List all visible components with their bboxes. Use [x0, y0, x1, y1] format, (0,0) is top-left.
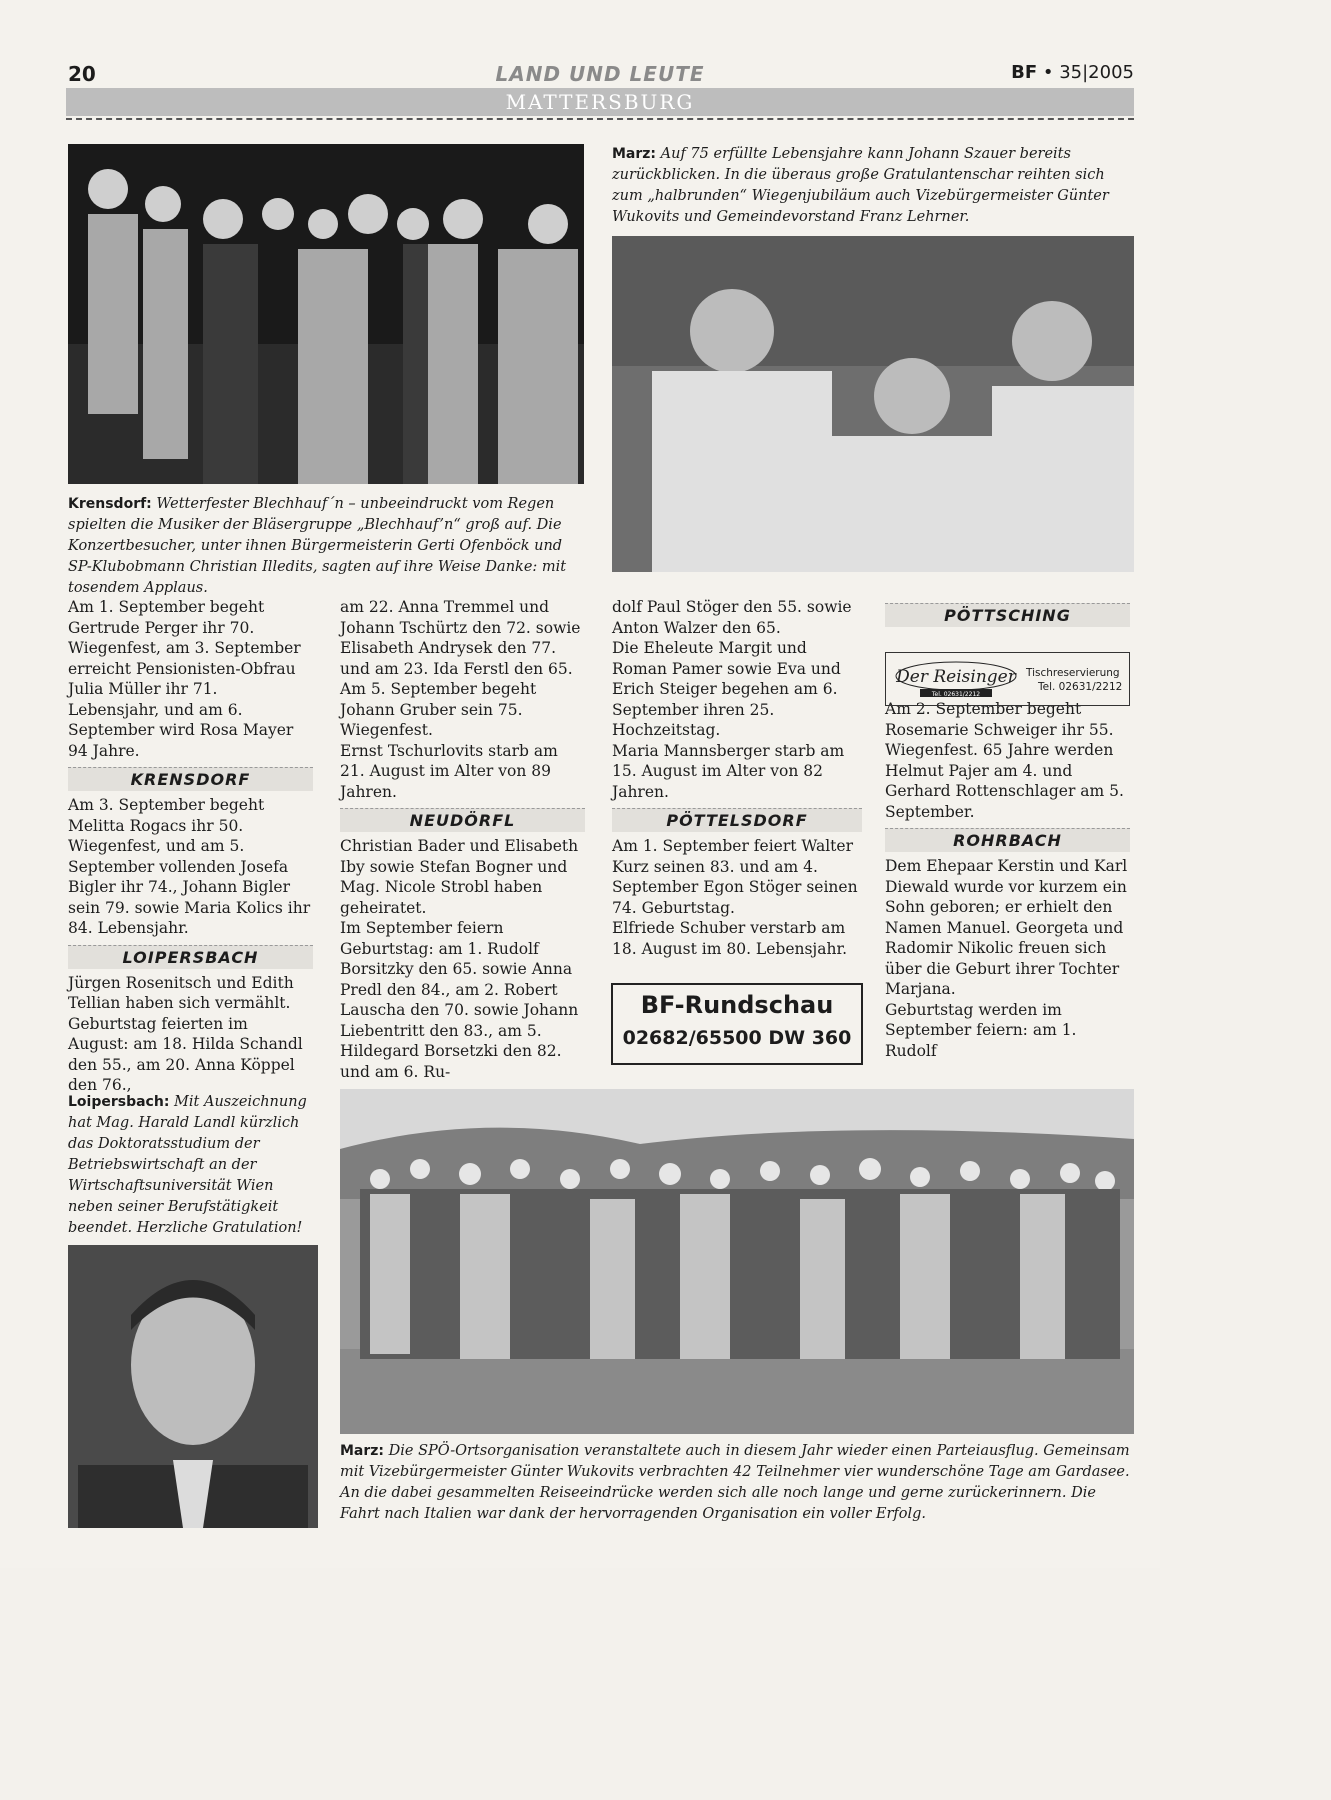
caption-place: Krensdorf:: [68, 496, 152, 512]
paragraph: Im September feiern Geburtstag: am 1. Rudolf Borsitzky den 65. sowie Anna Predl den 84., am 2. Robert Lauscha den 70. sowie Johann Liebentritt den 83., am 5. Hildegard Borsetzki den 82. und am 6. Ru-: [340, 919, 579, 1081]
paragraph: Am 2. September begeht Rosemarie Schweiger ihr 55. Wiegenfest. 65 Jahre werden Helmut Pajer am 4. und Gerhard Rottenschlager am 5. September.: [885, 700, 1124, 821]
logo-tel: Tel. 02631/2212: [931, 691, 981, 697]
header-divider: [66, 118, 1134, 120]
photo-group-gardasee: [340, 1089, 1134, 1434]
ad-line-1: Tischreservierung: [1026, 667, 1120, 679]
caption-place: Marz:: [340, 1443, 385, 1459]
caption-loipersbach: [68, 1092, 318, 1239]
photo-marz-jubilee: [612, 236, 1134, 572]
paragraph: Elfriede Schuber verstarb am 18. August im 80. Lebensjahr.: [612, 919, 848, 958]
paragraph: Geburtstag werden im September feiern: am 1. Rudolf: [885, 1000, 1077, 1060]
section-title: LAND UND LEUTE: [495, 62, 705, 86]
caption-marz-top: [612, 144, 1134, 228]
paragraph: Dem Ehepaar Kerstin und Karl Diewald wurde vor kurzem ein Sohn geboren; er erhielt den Namen Manuel. Georgeta und Radomir Nikolic freuen sich über die Geburt ihrer Tochter Marjana.: [885, 857, 1128, 998]
ad-bf-rundschau: [611, 983, 863, 1065]
reisinger-logo: [892, 659, 1020, 697]
region-banner: MATTERSBURG: [66, 88, 1134, 116]
paragraph: Am 3. September begeht Melitta Rogacs ihr 50. Wiegenfest, und am 5. September vollenden Josefa Bigler ihr 74., Johann Bigler sein 79. sowie Maria Kolics ihr 84. Lebensjahr.: [68, 796, 311, 937]
caption-text: Mit Auszeichnung hat Mag. Harald Landl kürzlich das Doktoratsstudium der Betriebswirtschaft an der Wirtschaftsuniversität Wien neben seiner Berufstätigkeit beendet. Herzliche Gratulation!: [68, 1094, 307, 1236]
article-column-2: [340, 597, 585, 1082]
brand: BF: [1011, 62, 1038, 83]
article-column-3: [612, 597, 862, 959]
caption-krensdorf: [68, 494, 588, 599]
ad-line-2: Tel. 02631/2212: [1038, 681, 1123, 693]
issue-info: [1011, 62, 1134, 83]
paragraph: Jürgen Rosenitsch und Edith Tellian haben sich vermählt. Geburtstag feierten im August: am 18. Hilda Schandl den 55., am 20. Anna Köppel den 76.,: [68, 973, 303, 1094]
page-number: 20: [68, 62, 96, 86]
caption-text: Die SPÖ-Ortsorganisation veranstaltete auch in diesem Jahr wieder einen Parteiausflug. Gemeinsam mit Vizebürgermeister Günter Wukovits verbrachten 42 Teilnehmer vier wunderschöne Tage am Gardasee. An die dabei gesammelten Reiseeindrücke werden sich alle noch lange und gerne zurückerinnern. Die Fahrt nach Italien war dank der hervorragenden Organisation ein voller Erfolg.: [340, 1443, 1130, 1522]
paragraph: dolf Paul Stöger den 55. sowie Anton Walzer den 65.: [612, 598, 852, 637]
caption-text: Auf 75 erfüllte Lebensjahre kann Johann Szauer bereits zurückblicken. In die überaus große Gratulantenschar reihten sich zum „halbrunden“ Wiegenjubiläum auch Vizebürgermeister Günter Wukovits und Gemeindevorstand Franz Lehrner.: [612, 146, 1109, 225]
caption-text: Wetterfester Blechhauf´n – unbeeindruckt vom Regen spielten die Musiker der Bläsergruppe „Blechhauf’n“ groß auf. Die Konzertbesucher, unter ihnen Bürgermeisterin Gerti Ofenböck und SP-Klubobmann Christian Illedits, sagten auf ihre Weise Danke: mit tosendem Applaus.: [68, 496, 567, 596]
subheading-krensdorf: KRENSDORF: [68, 767, 313, 791]
caption-marz-bottom: [340, 1441, 1134, 1525]
article-column-1: [68, 597, 313, 1096]
paragraph: Am 1. September feiert Walter Kurz seinen 83. und am 4. September Egon Stöger seinen 74. Geburtstag.: [612, 837, 858, 917]
photo-band-krensdorf: [68, 144, 584, 484]
subheading-poettelsdorf: PÖTTELSDORF: [612, 808, 862, 832]
caption-place: Marz:: [612, 146, 657, 162]
subheading-rohrbach: ROHRBACH: [885, 828, 1130, 852]
issue-number: • 35|2005: [1042, 62, 1134, 83]
subheading-neudoerfl: NEUDÖRFL: [340, 808, 585, 832]
paragraph: Christian Bader und Elisabeth Iby sowie Stefan Bogner und Mag. Nicole Strobl haben geheiratet.: [340, 837, 579, 917]
photo-portrait-landl: [68, 1245, 318, 1528]
caption-place: Loipersbach:: [68, 1094, 170, 1110]
subheading-loipersbach: LOIPERSBACH: [68, 945, 313, 969]
ad-title: BF-Rundschau: [640, 991, 834, 1019]
ad-phone: 02682/65500 DW 360: [622, 1027, 852, 1049]
logo-text: Der Reisinger: [896, 667, 1016, 687]
page-header: [66, 60, 1134, 88]
paragraph: Ernst Tschurlovits starb am 21. August im Alter von 89 Jahren.: [340, 741, 558, 801]
paragraph: Die Eheleute Margit und Roman Pamer sowie Eva und Erich Steiger begehen am 6. September ihren 25. Hochzeitstag.: [612, 639, 841, 739]
paragraph: Maria Mannsberger starb am 15. August im Alter von 82 Jahren.: [612, 741, 845, 801]
subheading-poetsching: PÖTTSCHING: [885, 603, 1130, 627]
paragraph: Am 1. September begeht Gertrude Perger ihr 70. Wiegenfest, am 3. September erreicht Pensionisten-Obfrau Julia Müller ihr 71. Lebensjahr, und am 6. September wird Rosa Mayer 94 Jahre.: [68, 598, 301, 760]
paragraph: am 22. Anna Tremmel und Johann Tschürtz den 72. sowie Elisabeth Andrysek den 77. und am 23. Ida Ferstl den 65. Am 5. September begeht Johann Gruber sein 75. Wiegenfest.: [340, 598, 581, 739]
ad-reisinger: [885, 652, 1130, 706]
